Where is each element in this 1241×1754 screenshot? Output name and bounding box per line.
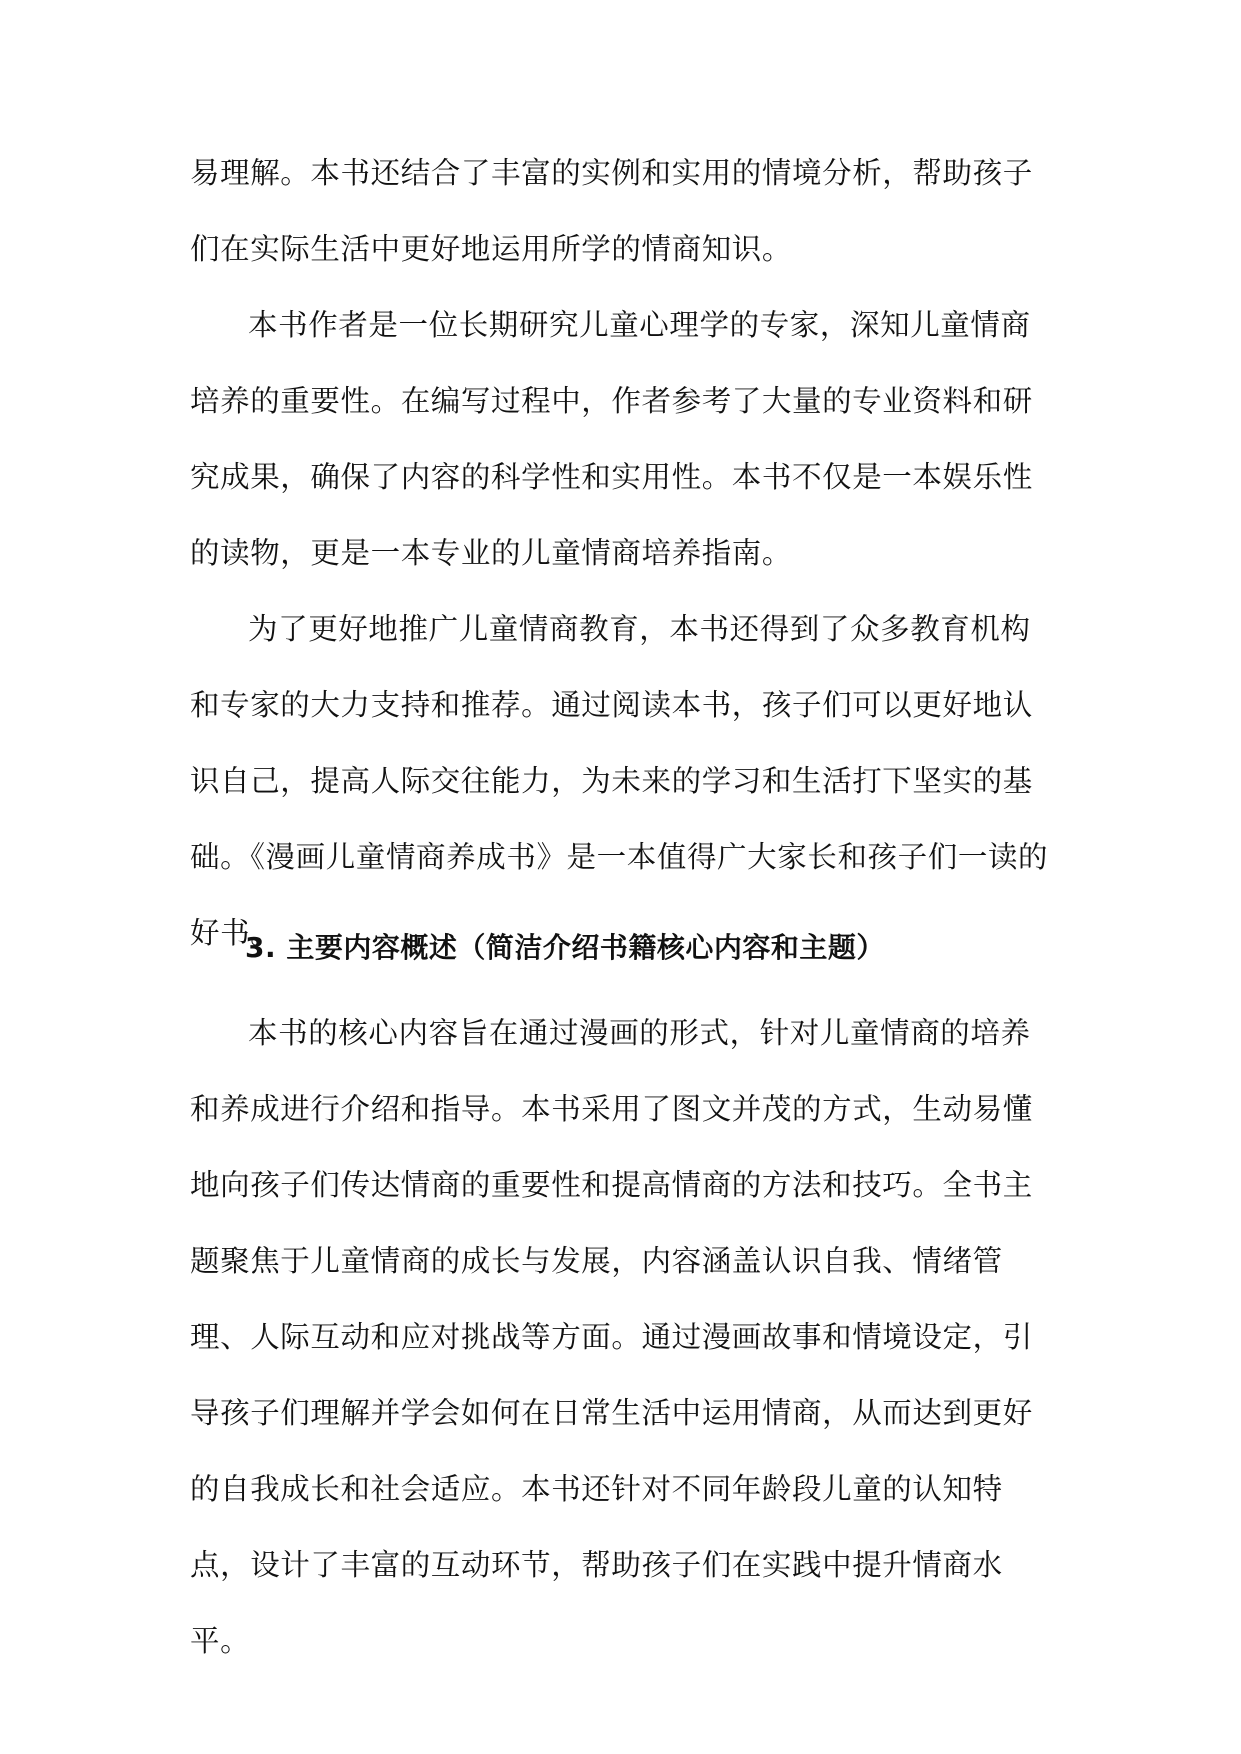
author-paragraph: 本书作者是一位长期研究儿童心理学的专家，深知儿童情商培养的重要性。在编写过程中，作者参考了大量的专业资料和研究成果，确保了内容的科学性和实用性。本书不仅是一本娱乐性的读物，更是一本专业的儿童情商培养指南。: [190, 308, 1033, 570]
continuation-paragraph: 易理解。本书还结合了丰富的实例和实用的情境分析，帮助孩子们在实际生活中更好地运用所学的情商知识。: [190, 156, 1033, 266]
content-overview-paragraph: 本书的核心内容旨在通过漫画的形式，针对儿童情商的培养和养成进行介绍和指导。本书采用了图文并茂的方式，生动易懂地向孩子们传达情商的重要性和提高情商的方法和技巧。全书主题聚焦于儿童情商的成长与发展，内容涵盖认识自我、情绪管理、人际互动和应对挑战等方面。通过漫画故事和情境设定，引导孩子们理解并学会如何在日常生活中运用情商，从而达到更好的自我成长和社会适应。本书还针对不同年龄段儿童的认知特点，设计了丰富的互动环节，帮助孩子们在实践中提升情商水平。: [190, 1016, 1033, 1658]
section-heading: 3. 主要内容概述（简洁介绍书籍核心内容和主题）: [245, 931, 885, 964]
promotion-paragraph: 为了更好地推广儿童情商教育，本书还得到了众多教育机构和专家的大力支持和推荐。通过阅读本书，孩子们可以更好地认识自己，提高人际交往能力，为未来的学习和生活打下坚实的基础。《漫画儿童情商养成书》是一本值得广大家长和孩子们一读的好书。: [190, 612, 1049, 950]
